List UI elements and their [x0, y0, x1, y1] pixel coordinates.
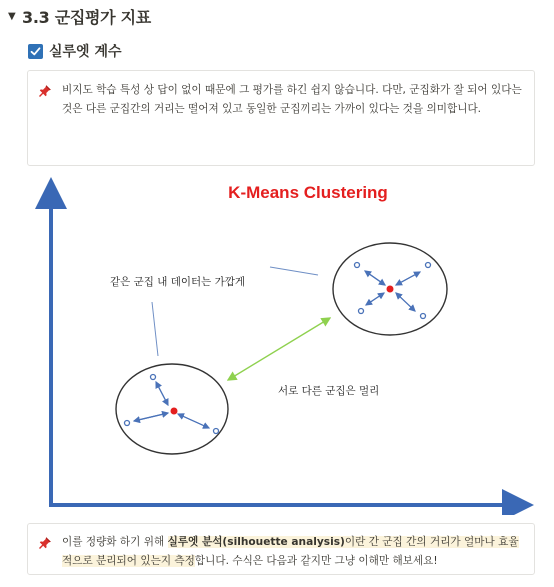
callout-silhouette: [27, 523, 535, 575]
cluster-bottom-left-points: [125, 375, 219, 434]
section-header[interactable]: [8, 4, 151, 28]
centroid-bottom-left: [171, 408, 178, 415]
text-segment: 이를 정량화 하기 위해: [62, 536, 168, 548]
callout-intro: [27, 70, 535, 166]
subsection-title: 실루엣 계수: [49, 44, 122, 60]
label-same-cluster: 같은 군집 내 데이터는 가깝게: [110, 276, 246, 288]
leader-line-left: [152, 302, 158, 356]
figure-title: K-Means Clustering: [228, 183, 388, 202]
callout-intro-text: 비지도 학습 특성 상 답이 없이 때문에 그 평가를 하긴 쉽지 않습니다. 다만, 군집화가 잘 되어 있다는 것은 다른 군집간의 거리는 떨어져 있고 동일한 군집끼리는 가까이 있다는 것을 의미합니다.: [62, 84, 522, 115]
checkbox-icon[interactable]: [28, 44, 43, 59]
pushpin-icon: [38, 535, 56, 566]
kmeans-figure: [28, 175, 534, 515]
callout-silhouette-text: [56, 533, 524, 566]
section-title: 3.3 군집평가 지표: [22, 7, 151, 27]
cluster-bottom-left-arrows: [134, 382, 209, 428]
leader-line-top: [270, 267, 318, 275]
highlight-term: 실루엣 분석(silhouette analysis): [167, 536, 345, 548]
between-cluster-arrow: [228, 318, 330, 380]
pushpin-icon: [38, 83, 56, 155]
centroid-top-right: [387, 286, 394, 293]
label-different-cluster: 서로 다른 군집은 멀리: [278, 385, 380, 397]
toggle-arrow-icon[interactable]: ▼: [8, 10, 16, 22]
highlight-phrase: 이란 간 군집 간의 거리가 얼마나 효율적으로 분리되어 있는지 측정: [62, 536, 519, 567]
text-segment: 합니다. 수식은 다음과 같지만 그냥 이해만 해보세요!: [194, 555, 438, 567]
subsection-header: [28, 40, 122, 62]
